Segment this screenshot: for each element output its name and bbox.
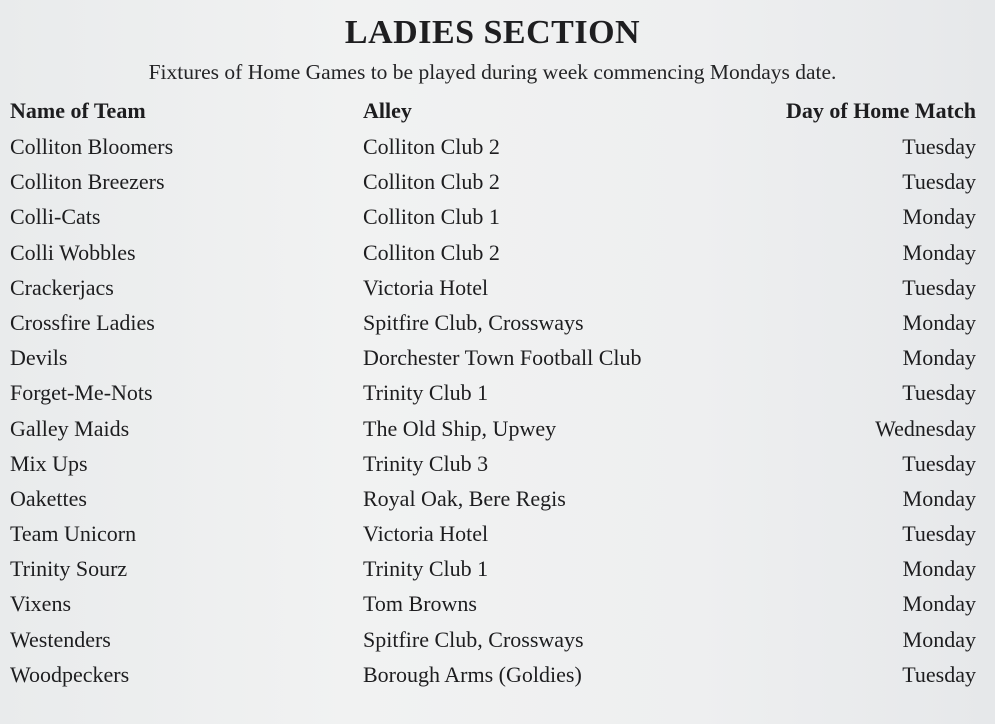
alley-name: Trinity Club 1 [363,380,489,406]
table-row [10,375,976,410]
team-name: Colli-Cats [10,204,101,230]
table-row [10,516,976,551]
match-day: Monday [902,556,976,582]
team-name: Vixens [10,591,72,617]
alley-name: Trinity Club 3 [363,450,489,476]
team-name: Mix Ups [10,450,88,476]
match-day: Monday [902,591,976,617]
team-name: Oakettes [10,485,87,511]
match-day: Tuesday [902,380,976,406]
alley-name: Trinity Club 1 [363,556,489,582]
alley-name: Royal Oak, Bere Regis [363,485,566,511]
team-name: Colliton Breezers [10,169,165,195]
alley-name: Colliton Club 1 [363,204,500,230]
team-name: Woodpeckers [10,661,130,687]
team-name: Forget-Me-Nots [10,380,153,406]
table-row [10,551,976,586]
table-row [10,481,976,516]
table-row [10,657,976,692]
match-day: Tuesday [902,169,976,195]
match-day: Tuesday [902,134,976,159]
header-day: Day of Home Match [785,98,976,123]
match-day: Monday [902,239,976,265]
match-day: Monday [902,204,976,230]
table-row [10,164,976,199]
header-team: Name of Team [10,98,146,123]
page-title: LADIES SECTION [344,14,641,51]
table-row [10,411,976,446]
table-row [10,235,976,270]
match-day: Monday [902,345,976,371]
alley-name: Spitfire Club, Crossways [363,626,584,652]
match-day: Monday [902,626,976,652]
table-row [10,305,976,340]
table-row [10,340,976,375]
table-row [10,446,976,481]
team-name: Colliton Bloomers [10,134,174,159]
team-name: Trinity Sourz [10,556,128,582]
alley-name: Colliton Club 2 [363,134,500,159]
alley-name: Colliton Club 2 [363,239,500,265]
alley-name: The Old Ship, Upwey [363,415,557,441]
table-row [10,586,976,621]
page-subtitle: Fixtures of Home Games to be played during week commencing Mondays date. [148,60,837,84]
match-day: Monday [902,309,976,335]
header-alley: Alley [363,98,412,123]
alley-name: Spitfire Club, Crossways [363,309,584,335]
alley-name: Dorchester Town Football Club [363,345,642,371]
match-day: Tuesday [902,274,976,300]
alley-name: Victoria Hotel [363,521,489,547]
table-header-row [10,93,976,129]
table-row [10,622,976,657]
team-name: Colli Wobbles [10,239,136,265]
table-row [10,199,976,234]
table-row [10,129,976,164]
match-day: Tuesday [902,521,976,547]
match-day: Tuesday [902,450,976,476]
alley-name: Tom Browns [363,591,477,617]
match-day: Wednesday [875,415,976,441]
team-name: Galley Maids [10,415,130,441]
fixtures-table [10,93,976,692]
team-name: Devils [10,345,68,371]
team-name: Crackerjacs [10,274,114,300]
alley-name: Borough Arms (Goldies) [363,661,582,687]
match-day: Tuesday [902,661,976,687]
team-name: Crossfire Ladies [10,309,155,335]
team-name: Westenders [10,626,111,652]
alley-name: Victoria Hotel [363,274,489,300]
team-name: Team Unicorn [10,521,137,547]
table-row [10,270,976,305]
alley-name: Colliton Club 2 [363,169,500,195]
match-day: Monday [902,485,976,511]
